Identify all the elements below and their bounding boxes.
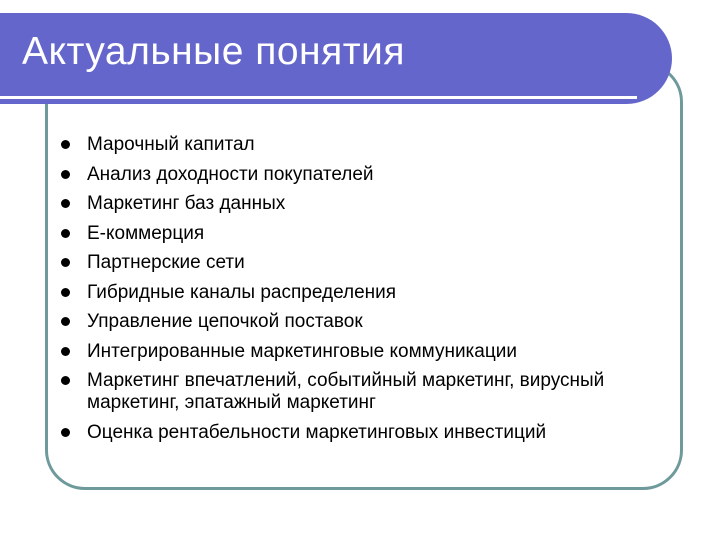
bullet-item [58, 311, 678, 333]
bullet-icon [61, 140, 70, 149]
bullet-item [58, 422, 678, 444]
bullet-text: Управление цепочкой поставок [87, 311, 363, 332]
bullet-icon [61, 170, 70, 179]
bullet-text: Анализ доходности покупателей [87, 163, 374, 185]
title-underline [0, 96, 637, 99]
bullet-text: Гибридные каналы распределения [87, 281, 397, 303]
bullet-text: Маркетинг впечатлений, событийный маркетинг, вирусный маркетинг, эпатажный маркетинг [87, 370, 605, 413]
bullet-icon [61, 428, 70, 437]
bullet-text: Маркетинг баз данных [87, 193, 286, 214]
bullet-item [58, 282, 678, 304]
bullet-text: Марочный капитал [87, 134, 255, 155]
bullet-icon [61, 258, 70, 267]
bullet-item [58, 341, 678, 363]
bullet-icon [61, 288, 70, 297]
slide-title: Актуальные понятия [22, 30, 405, 73]
bullet-icon [61, 229, 70, 238]
bullet-item [58, 223, 678, 245]
bullet-text: Партнерские сети [87, 252, 245, 273]
bullet-icon [61, 199, 70, 208]
bullet-icon [61, 347, 70, 356]
bullet-item [58, 193, 678, 215]
bullet-text: Интегрированные маркетинговые коммуникации [87, 340, 517, 362]
bullet-text: Е-коммерция [87, 222, 205, 244]
bullet-item [58, 252, 678, 274]
bullet-icon [61, 317, 70, 326]
bullet-item [58, 134, 678, 156]
bullet-item [58, 164, 678, 186]
bullet-list [58, 134, 678, 451]
bullet-icon [61, 376, 70, 385]
bullet-item [58, 370, 678, 414]
bullet-text: Оценка рентабельности маркетинговых инвестиций [87, 421, 547, 443]
